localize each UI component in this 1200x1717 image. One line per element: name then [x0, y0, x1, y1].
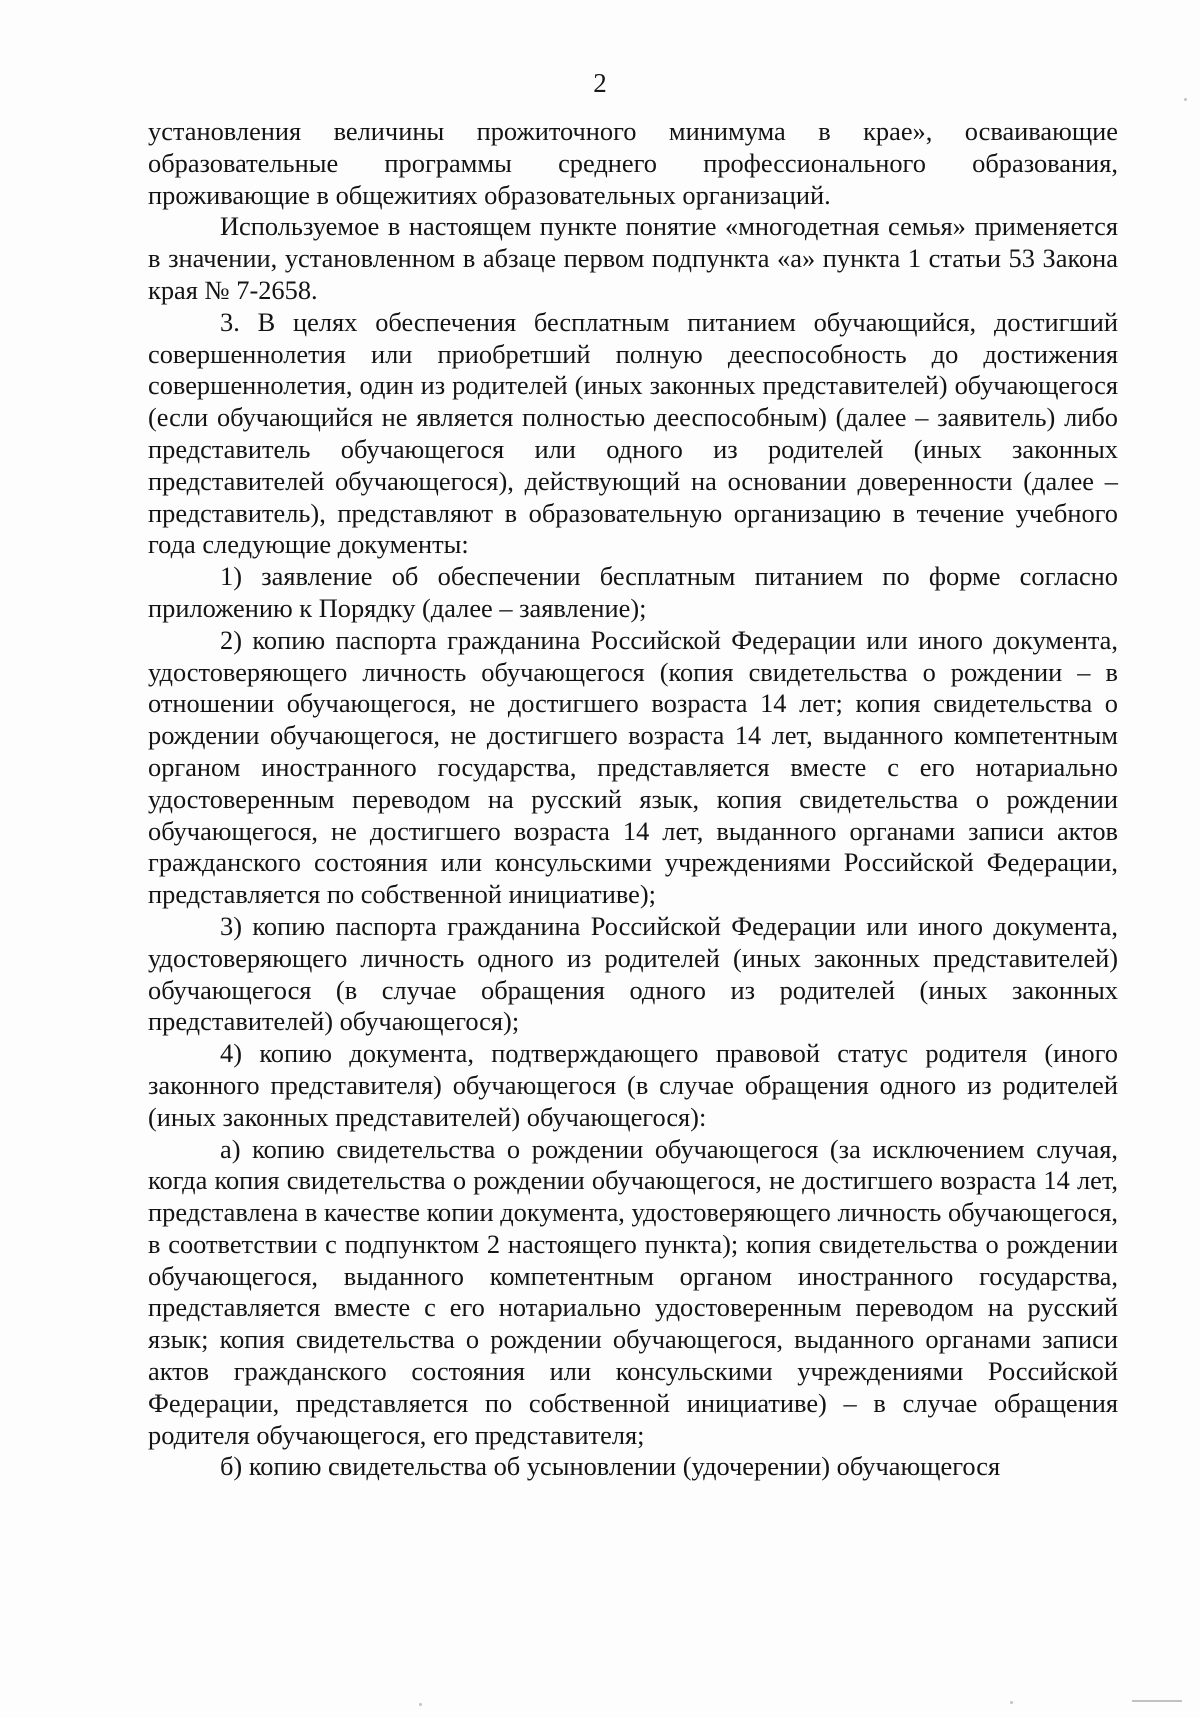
- paragraph-subitem-2: 2) копию паспорта гражданина Российской Федерации или иного документа, удостоверяющего личность обучающегося (копия свидетельства о рождении – в отношении обучающегося, не достигшего возраста 14 лет; копия свидетельства о рождении обучающегося, не достигшего возраста 14 лет, выданного компетентным органом иностранного государства, представляется вместе с его нотариально удостоверенным переводом на русский язык, копия свидетельства о рождении обучающегося, не достигшего возраста 14 лет, выданного органами записи актов гражданского состояния или консульскими учреждениями Российской Федерации, представляется по собственной инициативе);: [148, 624, 1118, 910]
- scan-artifact: [1010, 1701, 1013, 1704]
- paragraph-subitem-1: 1) заявление об обеспечении бесплатным питанием по форме согласно приложению к Порядку (далее – заявление);: [148, 561, 1118, 623]
- scan-edge-mark: [1132, 1700, 1182, 1702]
- document-body: [148, 116, 1118, 1483]
- paragraph-subitem-3: 3) копию паспорта гражданина Российской Федерации или иного документа, удостоверяющего личность одного из родителей (иных законных представителей) обучающегося (в случае обращения одного из родителей (иных законных представителей) обучающегося);: [148, 910, 1118, 1037]
- paragraph-continuation: установления величины прожиточного минимума в крае», осваивающие образовательные программы среднего профессионального образования, проживающие в общежитиях образовательных организаций.: [148, 116, 1118, 210]
- scan-artifact: [1184, 98, 1187, 101]
- page-number: 2: [593, 68, 607, 98]
- paragraph-subitem-4: 4) копию документа, подтверждающего правовой статус родителя (иного законного представителя) обучающегося (в случае обращения одного из родителей (иных законных представителей) обучающегося):: [148, 1038, 1118, 1132]
- paragraph-subitem-b: б) копию свидетельства об усыновлении (удочерении) обучающегося: [220, 1451, 1001, 1482]
- paragraph-subitem-a: а) копию свидетельства о рождении обучающегося (за исключением случая, когда копия свидетельства о рождении обучающегося, не достигшего возраста 14 лет, представлена в качестве копии документа, удостоверяющего личность обучающегося, в соответствии с подпунктом 2 настоящего пункта); копия свидетельства о рождении обучающегося, выданного компетентным органом иностранного государства, представляется вместе с его нотариально удостоверенным переводом на русский язык; копия свидетельства о рождении обучающегося, выданного органами записи актов гражданского состояния или консульскими учреждениями Российской Федерации, представляется по собственной инициативе) – в случае обращения родителя обучающегося, его представителя;: [148, 1133, 1118, 1450]
- paragraph-definition: Используемое в настоящем пункте понятие «многодетная семья» применяется в значении, установленном в абзаце первом подпункта «а» пункта 1 статьи 53 Закона края № 7-2658.: [148, 211, 1118, 305]
- scan-artifact: [419, 1703, 422, 1706]
- paragraph-item-3: 3. В целях обеспечения бесплатным питанием обучающийся, достигший совершеннолетия или приобретший полную дееспособность до достижения совершеннолетия, один из родителей (иных законных представителей) обучающегося (если обучающийся не является полностью дееспособным) (далее – заявитель) либо представитель обучающегося или одного из родителей (иных законных представителей обучающегося), действующий на основании доверенности (далее – представитель), представляют в образовательную организацию в течение учебного года следующие документы:: [148, 306, 1118, 560]
